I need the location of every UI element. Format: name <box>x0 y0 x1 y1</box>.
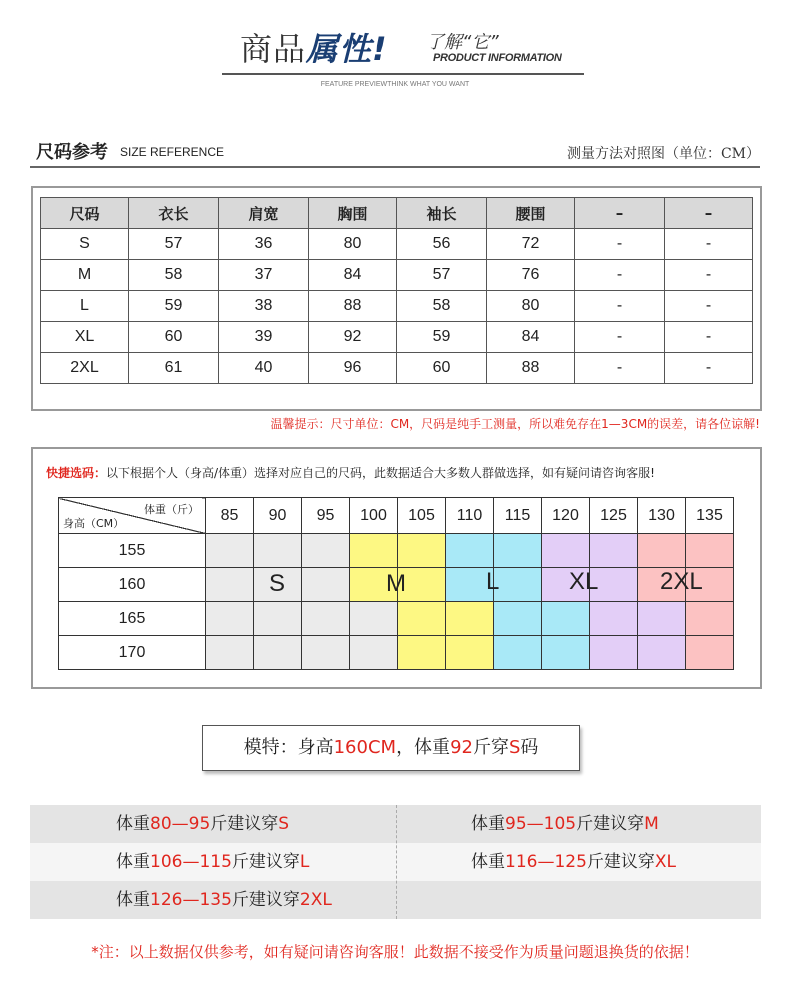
header-divider <box>222 73 584 75</box>
table-cell: 38 <box>219 291 309 322</box>
suggestion-size: L <box>299 852 310 872</box>
suggestion-text: 体重 <box>116 890 150 910</box>
grid-cell <box>686 534 734 568</box>
table-row <box>41 229 753 260</box>
grid-cell <box>638 534 686 568</box>
table-cell: - <box>575 260 665 291</box>
table-cell: 57 <box>129 229 219 260</box>
header <box>0 0 790 110</box>
table-cell: - <box>665 322 753 353</box>
table-cell: 88 <box>309 291 397 322</box>
table-cell: - <box>665 229 753 260</box>
table-cell: 2XL <box>41 353 129 384</box>
suggestion-text: 斤建议穿 <box>586 852 655 872</box>
weight-suggestions <box>30 805 761 919</box>
unit-note: 测量方法对照图（单位：CM） <box>566 146 760 162</box>
grid-cell <box>590 602 638 636</box>
model-weight: 92 <box>450 737 473 758</box>
table-cell: 76 <box>487 260 575 291</box>
suggestion-range: 95—105 <box>505 814 577 834</box>
section-divider <box>30 166 760 168</box>
suggestion-text: 体重 <box>471 814 505 834</box>
grid-cell <box>590 636 638 670</box>
weight-header: 125 <box>590 498 638 534</box>
suggestion-range: 106—115 <box>150 852 232 872</box>
table-cell: - <box>575 229 665 260</box>
corner-header <box>59 498 206 534</box>
grid-cell <box>398 534 446 568</box>
size-reference-title: 尺码参考 <box>36 142 108 163</box>
table-cell: 80 <box>487 291 575 322</box>
grid-cell <box>350 636 398 670</box>
table-cell: 56 <box>397 229 487 260</box>
weight-header: 85 <box>206 498 254 534</box>
size-label-s: S <box>269 570 286 597</box>
suggestion-item <box>471 805 659 843</box>
grid-cell <box>302 568 350 602</box>
grid-cell <box>686 636 734 670</box>
header-subtitle: 了解“它” <box>426 32 499 53</box>
grid-cell <box>206 534 254 568</box>
weight-header: 110 <box>446 498 494 534</box>
weight-header: 130 <box>638 498 686 534</box>
table-cell: L <box>41 291 129 322</box>
table-cell: 58 <box>397 291 487 322</box>
table-cell: 37 <box>219 260 309 291</box>
grid-cell <box>206 568 254 602</box>
table-cell: XL <box>41 322 129 353</box>
grid-cell <box>446 602 494 636</box>
table-cell: - <box>665 291 753 322</box>
grid-cell <box>254 602 302 636</box>
suggestion-text: 体重 <box>116 852 150 872</box>
grid-cell <box>398 636 446 670</box>
suggestion-text: 斤建议穿 <box>231 890 300 910</box>
column-header: 胸围 <box>309 198 397 229</box>
grid-cell <box>542 636 590 670</box>
column-header: 肩宽 <box>219 198 309 229</box>
weight-header: 105 <box>398 498 446 534</box>
table-row <box>41 260 753 291</box>
height-label: 170 <box>59 636 206 670</box>
grid-cell <box>686 602 734 636</box>
size-reference-title-en: SIZE REFERENCE <box>120 145 225 159</box>
weight-axis-label: 体重（斤） <box>144 503 199 516</box>
model-text: 斤穿 <box>472 737 509 758</box>
height-label: 165 <box>59 602 206 636</box>
grid-cell <box>254 636 302 670</box>
grid-cell <box>398 602 446 636</box>
weight-header: 90 <box>254 498 302 534</box>
table-cell: 59 <box>397 322 487 353</box>
table-cell: 72 <box>487 229 575 260</box>
weight-header: 135 <box>686 498 734 534</box>
model-size: S <box>508 737 521 758</box>
disclaimer-note: *注：以上数据仅供参考，如有疑问请咨询客服！此数据不接受作为质量问题退换货的依据！ <box>91 943 699 961</box>
header-title <box>240 24 388 70</box>
size-table-header <box>41 198 753 229</box>
size-label-m: M <box>386 570 406 597</box>
suggestion-range: 116—125 <box>505 852 587 872</box>
table-row <box>41 353 753 384</box>
size-label-2xl: 2XL <box>660 568 703 595</box>
model-height: 160CM <box>333 737 397 758</box>
height-row <box>59 534 734 568</box>
weight-header: 115 <box>494 498 542 534</box>
grid-cell <box>206 636 254 670</box>
grid-cell <box>350 602 398 636</box>
height-row <box>59 636 734 670</box>
table-cell: 58 <box>129 260 219 291</box>
grid-cell <box>542 534 590 568</box>
table-cell: 92 <box>309 322 397 353</box>
suggestion-text: 体重 <box>471 852 505 872</box>
grid-cell <box>494 636 542 670</box>
column-header: 腰围 <box>487 198 575 229</box>
grid-cell <box>446 636 494 670</box>
suggestion-text: 斤建议穿 <box>210 814 279 834</box>
table-cell: - <box>665 260 753 291</box>
title-bold: 属性! <box>306 30 388 68</box>
column-header: – <box>665 198 753 229</box>
table-cell: - <box>665 353 753 384</box>
quick-select-intro <box>46 464 655 481</box>
height-row <box>59 602 734 636</box>
table-cell: - <box>575 291 665 322</box>
table-cell: 36 <box>219 229 309 260</box>
table-cell: 96 <box>309 353 397 384</box>
column-header: – <box>575 198 665 229</box>
measurement-tip: 温馨提示：尺寸单位：CM，尺码是纯手工测量，所以难免存在1—3CM的误差，请各位谅解! <box>270 417 760 431</box>
suggestion-item <box>116 805 289 843</box>
table-cell: 57 <box>397 260 487 291</box>
suggestion-text: 斤建议穿 <box>576 814 645 834</box>
column-header: 袖长 <box>397 198 487 229</box>
table-cell: 61 <box>129 353 219 384</box>
size-label-xl: XL <box>569 568 599 595</box>
weight-header: 95 <box>302 498 350 534</box>
suggestion-item <box>471 843 676 881</box>
model-info-box <box>202 725 580 771</box>
size-label-l: L <box>486 568 500 595</box>
table-cell: - <box>575 322 665 353</box>
height-axis-label: 身高（CM） <box>63 517 125 530</box>
table-cell: 60 <box>397 353 487 384</box>
grid-cell <box>638 636 686 670</box>
table-row <box>41 291 753 322</box>
weight-header-row <box>59 498 734 534</box>
grid-cell <box>302 534 350 568</box>
weight-header: 120 <box>542 498 590 534</box>
suggestion-text: 斤建议穿 <box>231 852 300 872</box>
size-table <box>40 197 753 384</box>
grid-cell <box>302 602 350 636</box>
table-cell: - <box>575 353 665 384</box>
height-label: 160 <box>59 568 206 602</box>
suggestion-divider <box>396 805 397 919</box>
header-subtitle-en: PRODUCT INFORMATION <box>433 52 562 64</box>
grid-cell <box>542 602 590 636</box>
model-text: ，体重 <box>396 737 451 758</box>
quick-select-text: 以下根据个人（身高/体重）选择对应自己的尺码，此数据适合大多数人群做选择，如有疑问请咨询客服! <box>106 466 655 480</box>
suggestion-size: M <box>644 814 659 834</box>
table-cell: S <box>41 229 129 260</box>
suggestion-text: 体重 <box>116 814 150 834</box>
table-cell: 84 <box>487 322 575 353</box>
weight-header: 100 <box>350 498 398 534</box>
grid-cell <box>350 534 398 568</box>
column-header: 衣长 <box>129 198 219 229</box>
header-tagline: FEATURE PREVIEWTHINK WHAT YOU WANT <box>320 81 470 88</box>
table-cell: 40 <box>219 353 309 384</box>
grid-cell <box>254 534 302 568</box>
suggestion-size: S <box>278 814 290 834</box>
quick-select-label: 快捷选码： <box>46 466 107 480</box>
table-row <box>41 322 753 353</box>
grid-cell <box>590 534 638 568</box>
suggestion-range: 126—135 <box>150 890 232 910</box>
title-light: 商品 <box>240 30 307 68</box>
table-cell: 80 <box>309 229 397 260</box>
height-label: 155 <box>59 534 206 568</box>
grid-cell <box>302 636 350 670</box>
model-text: 模特：身高 <box>243 737 334 758</box>
column-header: 尺码 <box>41 198 129 229</box>
suggestion-range: 80—95 <box>150 814 211 834</box>
suggestion-item <box>116 881 332 919</box>
table-cell: 84 <box>309 260 397 291</box>
table-cell: 60 <box>129 322 219 353</box>
table-cell: 59 <box>129 291 219 322</box>
suggestion-size: XL <box>654 852 677 872</box>
table-cell: M <box>41 260 129 291</box>
grid-cell <box>638 602 686 636</box>
table-cell: 88 <box>487 353 575 384</box>
grid-cell <box>446 534 494 568</box>
grid-cell <box>494 602 542 636</box>
model-text: 码 <box>520 737 539 758</box>
grid-cell <box>494 568 542 602</box>
grid-cell <box>206 602 254 636</box>
table-cell: 39 <box>219 322 309 353</box>
suggestion-size: 2XL <box>299 890 332 910</box>
grid-cell <box>494 534 542 568</box>
suggestion-item <box>116 843 309 881</box>
